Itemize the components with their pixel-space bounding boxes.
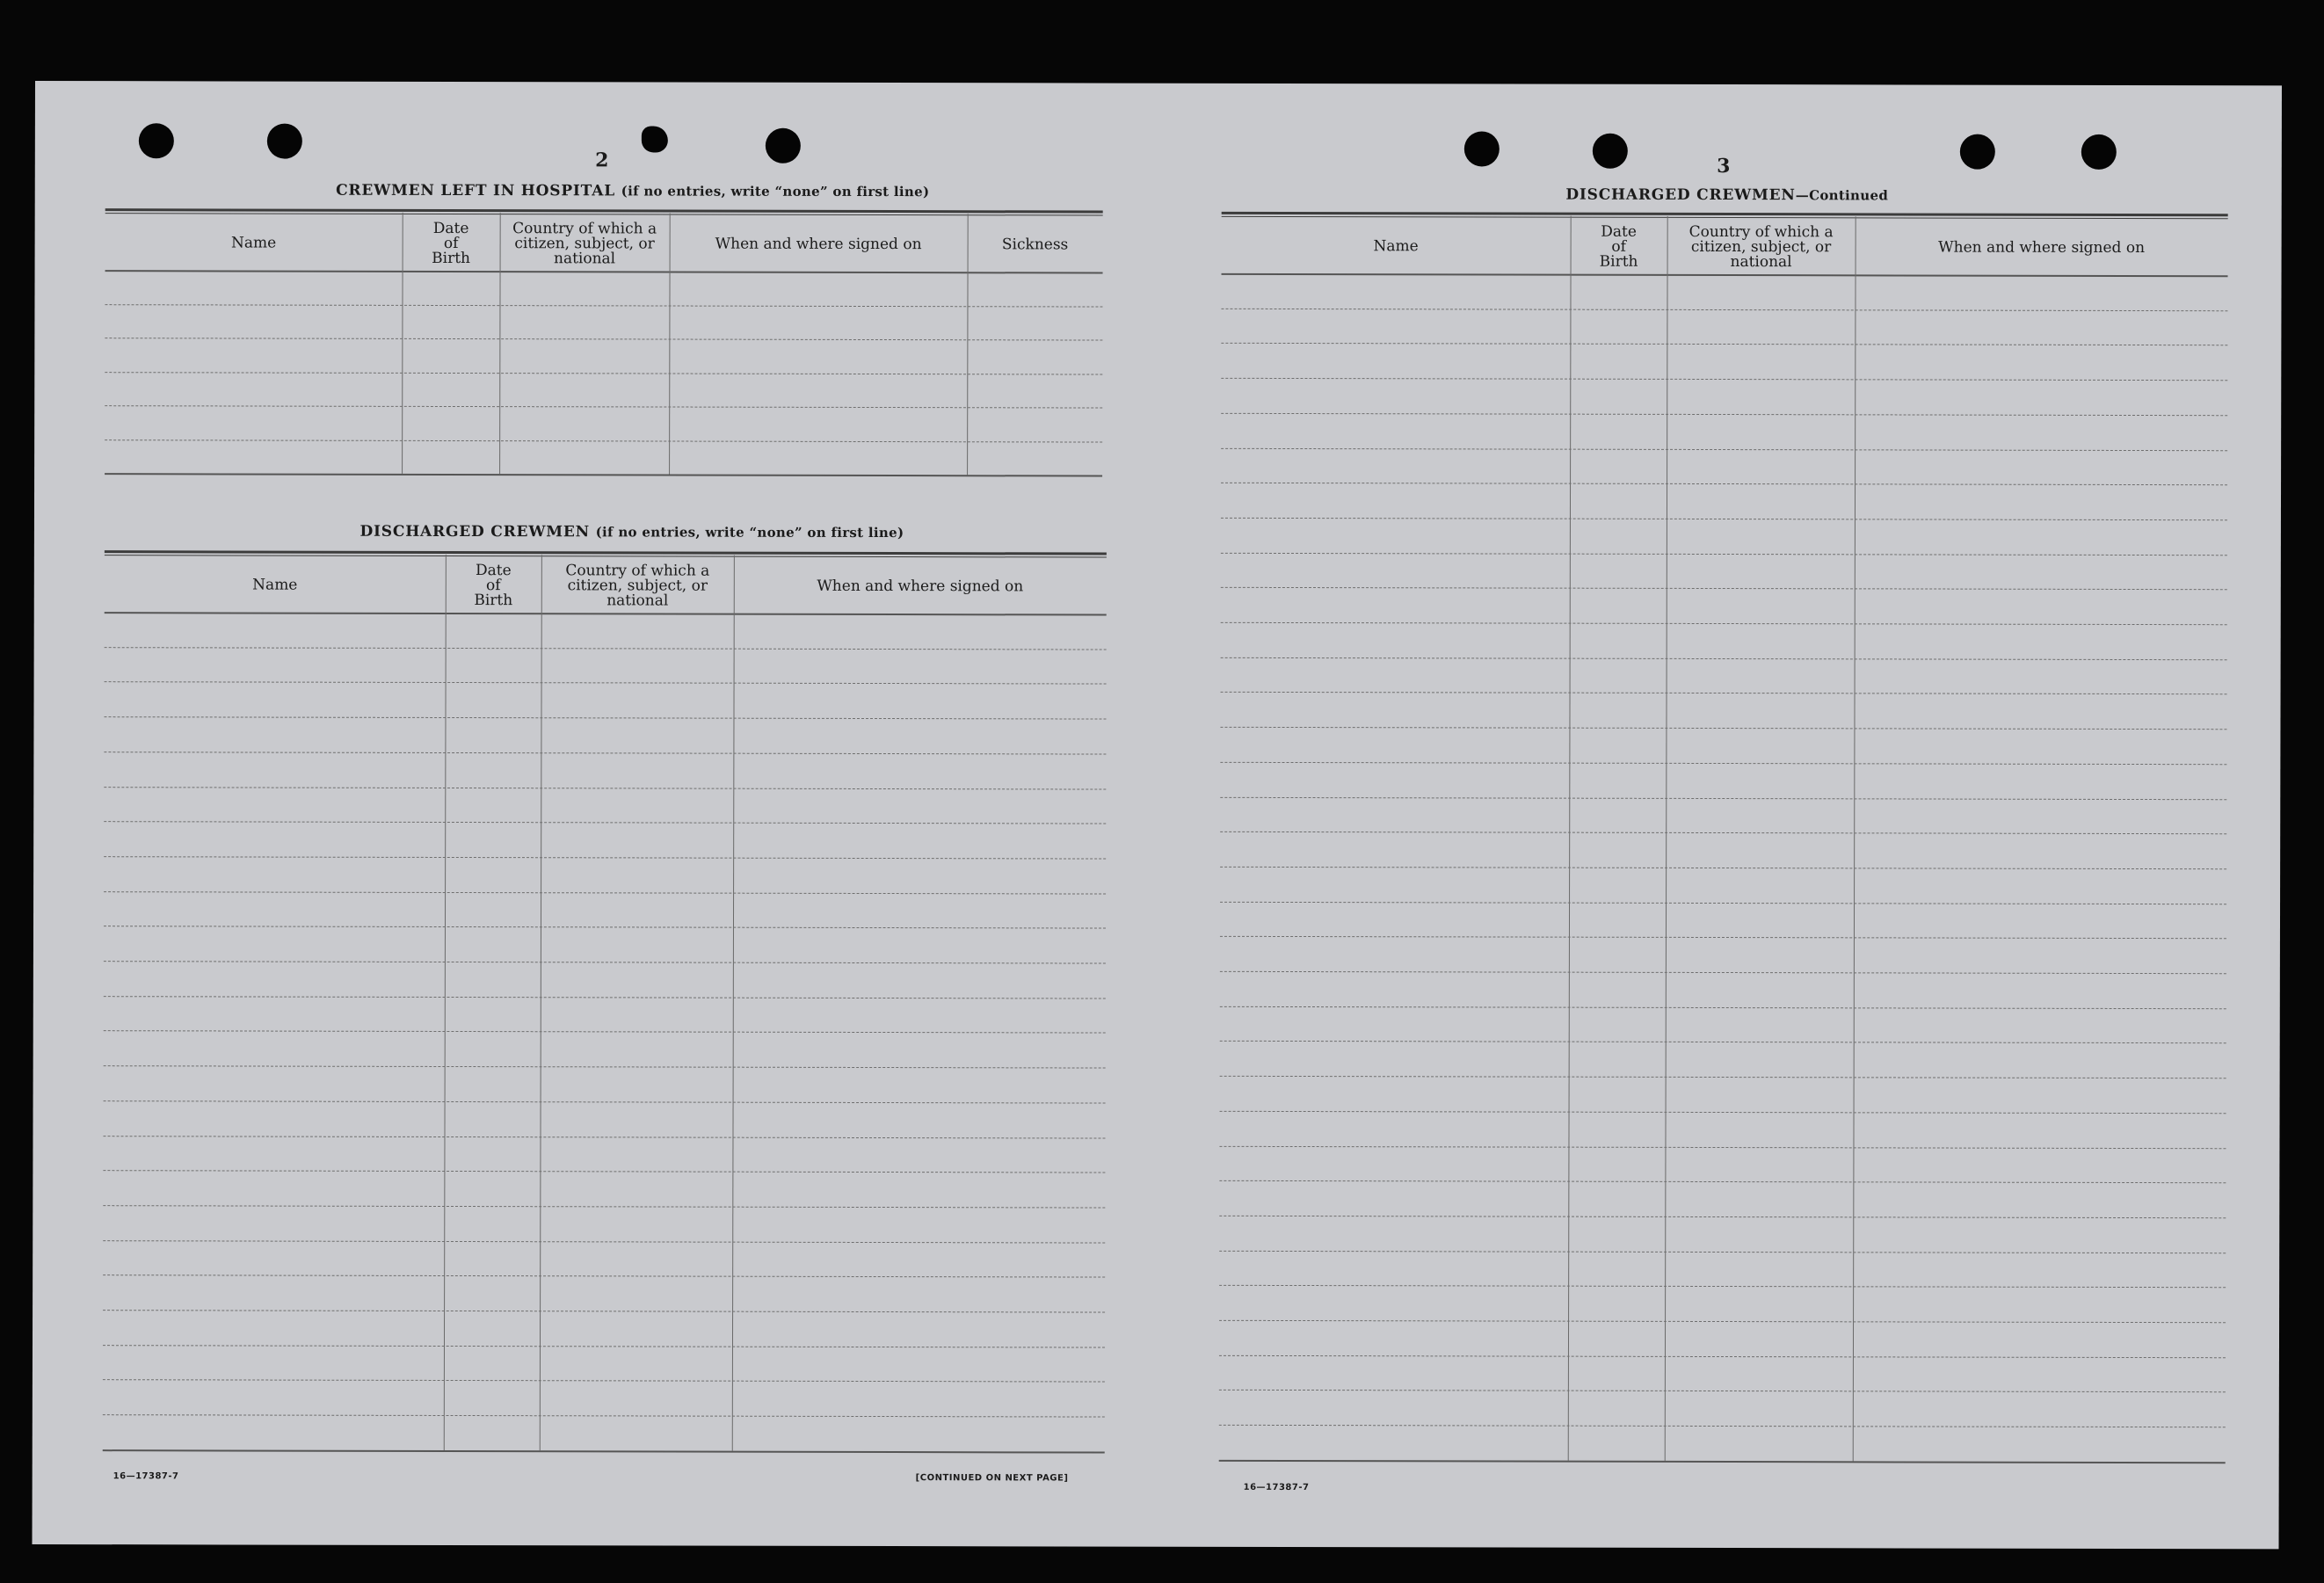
continued-note: [CONTINUED ON NEXT PAGE] [915, 1473, 1069, 1484]
column-divider [1665, 216, 1668, 1461]
entry-row-line[interactable] [1221, 518, 2227, 520]
entry-row-line[interactable] [103, 1310, 1105, 1312]
punch-hole [766, 128, 801, 163]
entry-row-line[interactable] [105, 405, 1102, 408]
column-header: Country of which a citizen, subject, or national [1689, 222, 1834, 271]
column-divider [1853, 216, 1856, 1461]
page-number-right: 3 [1717, 155, 1731, 178]
column-divider [444, 555, 447, 1450]
entry-row-line[interactable] [105, 439, 1102, 442]
column-header: Sickness [1001, 235, 1069, 253]
column-divider [499, 213, 501, 474]
entry-row-line[interactable] [1221, 657, 2227, 660]
discharged-title-text: DISCHARGED CREWMEN [359, 522, 590, 541]
punch-hole [267, 124, 302, 159]
entry-row-line[interactable] [1221, 483, 2227, 485]
entry-row-line[interactable] [1220, 1006, 2226, 1009]
hospital-section-title [336, 182, 929, 200]
column-divider [732, 556, 735, 1451]
column-header: When and where signed on [1938, 238, 2146, 257]
entry-row-line[interactable] [104, 821, 1106, 824]
entry-row-line[interactable] [104, 1100, 1106, 1103]
entry-row-line[interactable] [1221, 447, 2227, 450]
column-header: Date of Birth [432, 219, 471, 267]
column-header: When and where signed on [817, 577, 1024, 595]
column-header: Name [1373, 236, 1419, 255]
form-number-left: 16—17387-7 [113, 1471, 179, 1482]
column-header: Date of Birth [474, 561, 513, 609]
entry-row-line[interactable] [104, 1065, 1106, 1068]
entry-row-line[interactable] [1221, 587, 2227, 590]
entry-row-line[interactable] [1221, 622, 2227, 625]
entry-row-line[interactable] [104, 856, 1106, 859]
document-sheet [33, 81, 2282, 1549]
column-divider [540, 555, 542, 1450]
entry-row-line[interactable] [1219, 1216, 2226, 1218]
entry-row-line[interactable] [1221, 552, 2227, 555]
entry-row-line[interactable] [1219, 1145, 2226, 1148]
entry-row-line[interactable] [104, 716, 1106, 719]
punch-hole [1960, 134, 1995, 170]
entry-row-line[interactable] [1220, 1111, 2226, 1114]
entry-row-line[interactable] [1221, 378, 2227, 381]
column-header: When and where signed on [715, 235, 922, 253]
entry-row-line[interactable] [1220, 796, 2226, 799]
column-divider [967, 214, 969, 475]
entry-row-line[interactable] [1221, 309, 2227, 311]
entry-row-line[interactable] [1220, 727, 2226, 730]
entry-row-line[interactable] [1220, 867, 2226, 869]
entry-row-line[interactable] [1219, 1425, 2226, 1427]
entry-row-line[interactable] [1219, 1285, 2226, 1288]
entry-row-line[interactable] [105, 338, 1102, 340]
entry-row-line[interactable] [105, 647, 1107, 650]
entry-row-line[interactable] [1220, 936, 2226, 939]
entry-row-line[interactable] [1220, 901, 2226, 904]
entry-row-line[interactable] [103, 1274, 1105, 1277]
discharged-continued-title-text: DISCHARGED CREWMEN [1565, 185, 1796, 205]
entry-row-line[interactable] [105, 372, 1102, 374]
entry-row-line[interactable] [1221, 413, 2227, 416]
entry-row-line[interactable] [1220, 1041, 2226, 1043]
column-divider [1568, 216, 1572, 1461]
entry-row-line[interactable] [104, 787, 1106, 789]
column-header: Country of which a citizen, subject, or national [565, 561, 710, 610]
hospital-title-note: (if no entries, write “none” on first line) [621, 183, 930, 200]
entry-row-line[interactable] [104, 891, 1106, 894]
form-number-right: 16—17387-7 [1243, 1482, 1310, 1493]
entry-row-line[interactable] [1220, 1076, 2226, 1078]
entry-row-line[interactable] [104, 961, 1106, 963]
entry-row-line[interactable] [103, 1205, 1105, 1208]
page-number-left: 2 [595, 149, 609, 172]
entry-row-line[interactable] [105, 304, 1102, 307]
punch-hole [2081, 134, 2117, 170]
punch-hole [139, 123, 174, 158]
table-bottom-rule[interactable] [105, 473, 1102, 476]
discharged-continued-suffix: —Continued [1795, 187, 1889, 204]
column-header: Country of which a citizen, subject, or national [512, 219, 657, 267]
entry-row-line[interactable] [103, 1240, 1105, 1243]
entry-row-line[interactable] [1219, 1180, 2226, 1183]
table-bottom-rule[interactable] [103, 1449, 1105, 1453]
entry-row-line[interactable] [1220, 971, 2226, 974]
entry-row-line[interactable] [1219, 1320, 2226, 1323]
entry-row-line[interactable] [1221, 692, 2227, 694]
entry-row-line[interactable] [1219, 1250, 2226, 1253]
table-bottom-rule[interactable] [1219, 1460, 2226, 1463]
entry-row-line[interactable] [105, 682, 1107, 685]
entry-row-line[interactable] [104, 752, 1106, 754]
entry-row-line[interactable] [1219, 1390, 2226, 1392]
column-divider [669, 214, 671, 475]
entry-row-line[interactable] [104, 996, 1106, 998]
column-header: Date of Birth [1599, 222, 1638, 271]
entry-row-line[interactable] [1221, 343, 2227, 345]
discharged-continued-title [1565, 186, 1888, 205]
entry-row-line[interactable] [103, 1345, 1105, 1347]
entry-row-line[interactable] [1219, 1355, 2226, 1358]
column-header: Name [230, 233, 277, 252]
entry-row-line[interactable] [1220, 831, 2226, 834]
punch-hole [642, 126, 668, 152]
discharged-table [103, 550, 1107, 1451]
entry-row-line[interactable] [103, 1170, 1105, 1173]
entry-row-line[interactable] [103, 1136, 1105, 1138]
entry-row-line[interactable] [104, 926, 1106, 928]
discharged-section-title [359, 523, 904, 541]
punch-hole [1464, 131, 1500, 166]
entry-row-line[interactable] [1220, 762, 2226, 765]
hospital-title-text: CREWMEN LEFT IN HOSPITAL [336, 181, 615, 200]
hospital-table [105, 208, 1103, 475]
entry-row-line[interactable] [103, 1380, 1105, 1383]
entry-row-line[interactable] [103, 1414, 1105, 1417]
column-header: Name [252, 576, 298, 594]
column-divider [402, 213, 403, 474]
entry-row-line[interactable] [104, 1031, 1106, 1034]
punch-hole [1593, 134, 1628, 169]
discharged-title-note: (if no entries, write “none” on first line) [595, 524, 904, 541]
discharged-continued-table [1219, 212, 2228, 1462]
